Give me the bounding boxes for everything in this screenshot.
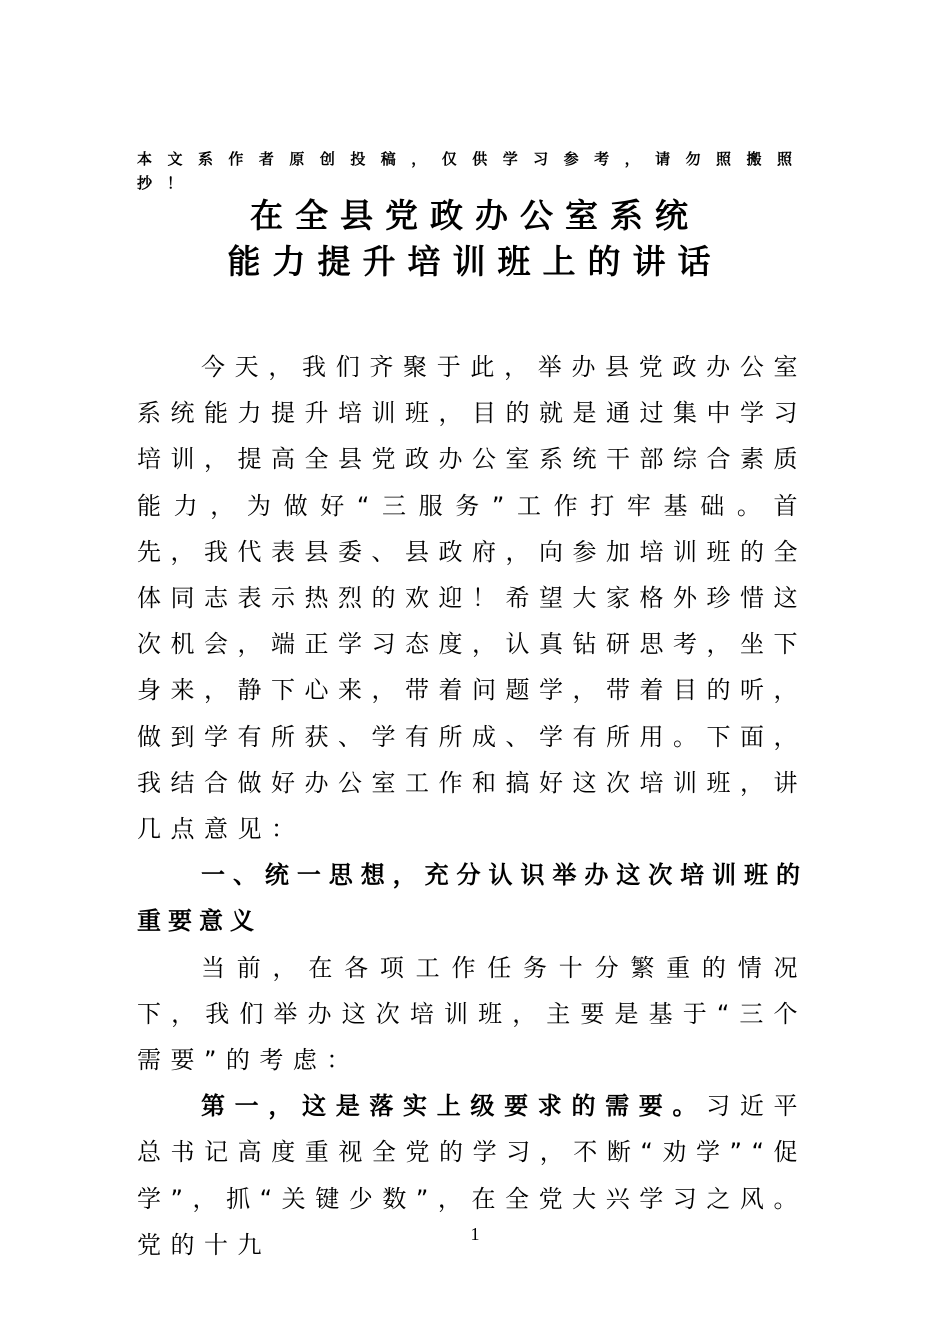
section-heading-1: 一、统一思想，充分认识举办这次培训班的重要意义 [137,861,807,936]
paragraph-lead: 第一，这是落实上级要求的需要。 [201,1091,707,1121]
title-line-1: 在全县党政办公室系统 [250,196,700,235]
copyright-notice: 本文系作者原创投稿，仅供学习参考，请勿照搬照抄！ [137,150,807,192]
page-number: 1 [470,1224,480,1244]
paragraph-text: 习近平总书记高度重视全党的学习，不断“劝学”“促学”，抓“关键少数”，在全党大兴学习之风。党的十九 [137,1092,808,1259]
title-line-2: 能力提升培训班上的讲话 [227,242,723,281]
paragraph-intro: 今天，我们齐聚于此，举办县党政办公室系统能力提升培训班，目的就是通过集中学习培训，提高全县党政办公室系统干部综合素质能力，为做好“三服务”工作打牢基础。首先，我代表县委、县政府，向参加培训班的全体同志表示热烈的欢迎！希望大家格外珍惜这次机会，端正学习态度，认真钻研思考，坐下身来，静下心来，带着问题学，带着目的听，做到学有所获、学有所成、学有所用。下面，我结合做好办公室工作和搞好这次培训班，讲几点意见： [137,353,807,844]
document-body [137,344,807,1268]
paragraph-context: 当前，在各项工作任务十分繁重的情况下，我们举办这次培训班，主要是基于“三个需要”的考虑： [137,953,807,1075]
